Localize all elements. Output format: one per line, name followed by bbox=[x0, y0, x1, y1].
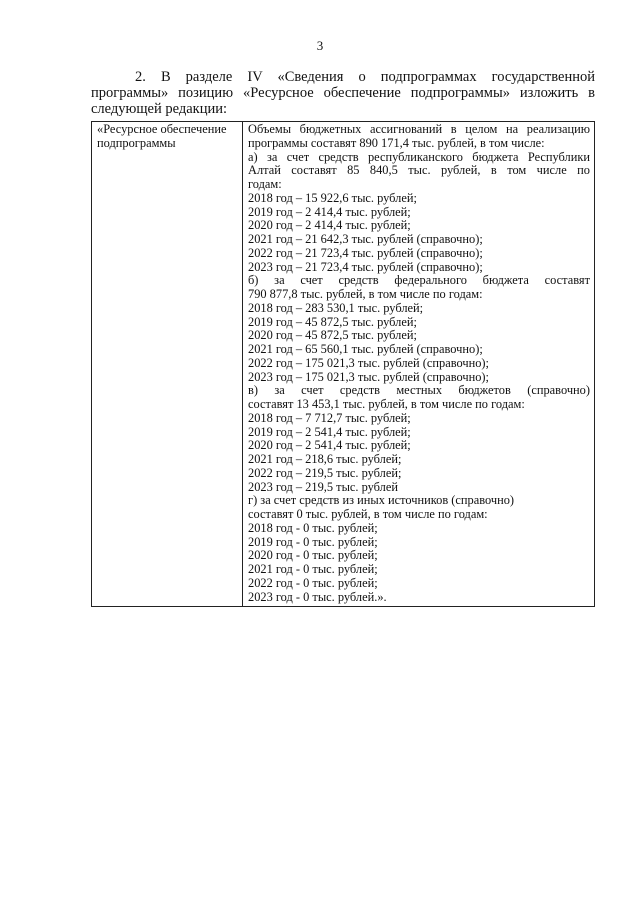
content-line: 790 877,8 тыс. рублей, в том числе по годам: bbox=[248, 287, 483, 301]
content-line: 2023 год – 219,5 тыс. рублей bbox=[248, 479, 398, 494]
content-line: составят 0 тыс. рублей, в том числе по годам: bbox=[248, 507, 488, 521]
content-line: 2022 год – 175 021,3 тыс. рублей (справочно); bbox=[248, 355, 489, 370]
position-content-cell bbox=[243, 122, 595, 607]
content-line: 2020 год - 0 тыс. рублей; bbox=[248, 548, 378, 563]
content-line: Объемы бюджетных ассигнований в целом на реализацию bbox=[248, 122, 590, 136]
content-line: 2021 год – 21 642,3 тыс. рублей (справочно); bbox=[248, 232, 483, 246]
intro-line: программы» позицию «Ресурсное обеспечение подпрограммы» изложить в bbox=[91, 85, 595, 101]
content-line: 2019 год – 45 872,5 тыс. рублей; bbox=[248, 314, 417, 329]
position-name-cell bbox=[92, 122, 243, 607]
page-number: 3 bbox=[316, 38, 324, 53]
content-line: 2022 год – 21 723,4 тыс. рублей (справочно); bbox=[248, 245, 483, 260]
content-line: 2020 год – 2 414,4 тыс. рублей; bbox=[248, 218, 411, 233]
table-row bbox=[92, 122, 595, 607]
intro-paragraph bbox=[91, 69, 595, 117]
content-line: 2019 год - 0 тыс. рублей; bbox=[248, 534, 378, 549]
content-line: 2023 год – 175 021,3 тыс. рублей (справочно); bbox=[248, 369, 489, 384]
content-line: 2020 год – 2 541,4 тыс. рублей; bbox=[248, 438, 411, 453]
content-line: 2018 год – 7 712,7 тыс. рублей; bbox=[248, 410, 411, 425]
content-line: 2022 год - 0 тыс. рублей; bbox=[248, 575, 378, 590]
resource-table bbox=[91, 121, 595, 607]
intro-line: следующей редакции: bbox=[91, 101, 228, 117]
content-line: 2019 год – 2 414,4 тыс. рублей; bbox=[248, 204, 411, 219]
content-line: составят 13 453,1 тыс. рублей, в том числе по годам: bbox=[248, 397, 525, 411]
content-line: б) за счет средств федерального бюджета составят bbox=[248, 273, 590, 288]
content-line: программы составят 890 171,4 тыс. рублей, в том числе: bbox=[248, 135, 545, 150]
content-line: 2023 год – 21 723,4 тыс. рублей (справочно); bbox=[248, 259, 483, 274]
content-line: 2023 год - 0 тыс. рублей.». bbox=[248, 589, 387, 604]
intro-line: 2. В разделе IV «Сведения о подпрограммах государственной bbox=[135, 69, 595, 85]
content-line: 2021 год – 218,6 тыс. рублей; bbox=[248, 452, 402, 466]
position-name-line: «Ресурсное обеспечение bbox=[97, 122, 227, 136]
content-line: в) за счет средств местных бюджетов (справочно) bbox=[248, 383, 590, 398]
content-line: 2020 год – 45 872,5 тыс. рублей; bbox=[248, 328, 417, 343]
content-line: 2022 год – 219,5 тыс. рублей; bbox=[248, 465, 402, 480]
content-line: 2021 год – 65 560,1 тыс. рублей (справочно); bbox=[248, 342, 483, 356]
content-line: 2018 год - 0 тыс. рублей; bbox=[248, 520, 378, 535]
content-line: а) за счет средств республиканского бюджета Республики bbox=[248, 149, 590, 164]
content-line: Алтай составят 85 840,5 тыс. рублей, в том числе по bbox=[248, 163, 590, 178]
content-line: г) за счет средств из иных источников (справочно) bbox=[248, 493, 515, 508]
position-name-line: подпрограммы bbox=[97, 135, 176, 150]
content-line: годам: bbox=[248, 177, 282, 191]
content-line: 2018 год – 15 922,6 тыс. рублей; bbox=[248, 190, 417, 205]
content-line: 2019 год – 2 541,4 тыс. рублей; bbox=[248, 424, 411, 439]
content-line: 2021 год - 0 тыс. рублей; bbox=[248, 562, 378, 576]
content-line: 2018 год – 283 530,1 тыс. рублей; bbox=[248, 300, 424, 315]
